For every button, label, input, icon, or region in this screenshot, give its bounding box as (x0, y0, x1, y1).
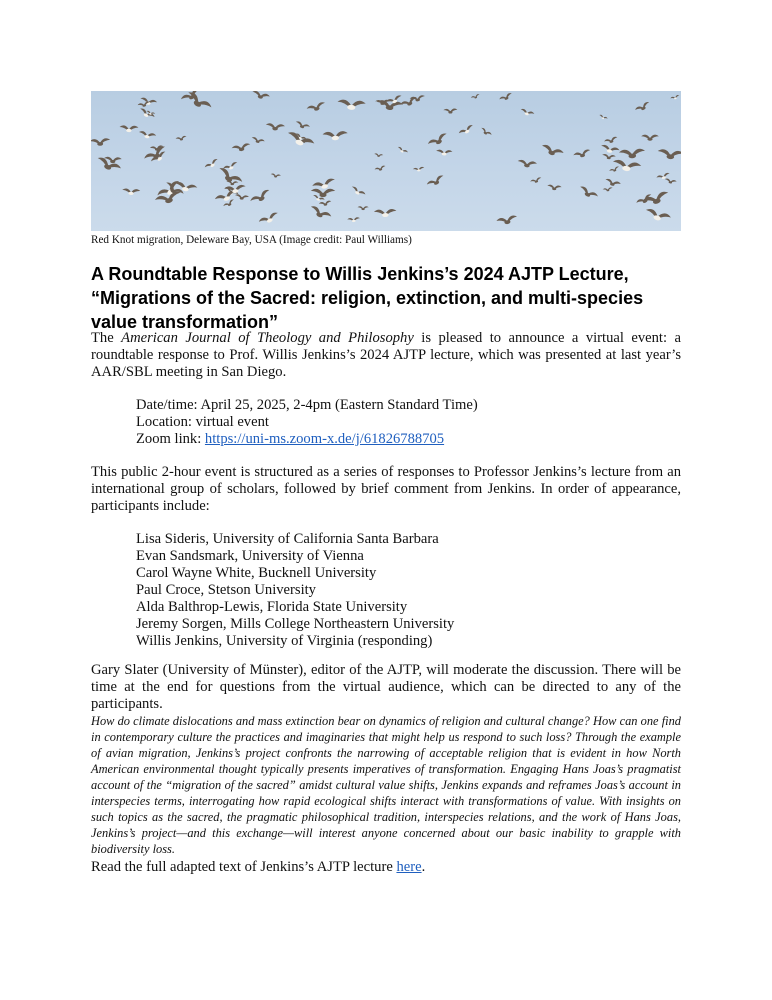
bird-shape (119, 125, 138, 132)
bird-shape (308, 205, 332, 222)
bird-shape (642, 190, 671, 208)
bird-shape (471, 94, 481, 100)
zoom-link[interactable]: https://uni-ms.zoom-x.de/j/61826788705 (204, 431, 445, 447)
bird-shape (295, 121, 311, 131)
bird-shape (306, 101, 326, 113)
bird-shape (619, 148, 646, 159)
bird-shape (400, 96, 419, 109)
bird-shape (670, 94, 680, 100)
photo-caption: Red Knot migration, Deleware Bay, USA (Image credit: Paul Williams) (91, 234, 412, 246)
lecture-link[interactable]: here (396, 859, 422, 875)
bird-shape (285, 130, 315, 150)
event-zoom-row (136, 431, 656, 448)
bird-shape (226, 181, 238, 186)
structure-paragraph: This public 2-hour event is structured as a series of responses to Professor Jenkins’s lecture from an international group of scholars, followed by brief comment from Jenkins. In order of appearance, participants include: (91, 464, 681, 514)
bird-shape (641, 135, 659, 141)
abstract-paragraph: How do climate dislocations and mass extinction bear on dynamics of religion and cultural change? How can one find in contemporary culture the practices and imaginaries that might help us respond to such loss? Through the example of avian migration, Jenkins’s project confronts the narrowing of acceptable religion that is evident in how North American environmental thought typically presents imperatives of transformation. Engaging Hans Joas’s pragmatist account of the “migration of the sacred” amidst cultural value shifts, Jenkins expands and reframes Joas’s account in interspecies terms, interrogating how rapid ecological shifts interact with transformations of value. With insights on such topics as the sacred, the pragmatic philosophical tradition, interspecies relations, and the work of Hans Joas, Jenkins’s project—and this exchange—will interest anyone concerned about our basic inability to grapple with biodiversity loss. (91, 714, 681, 856)
bird-shape (337, 99, 366, 111)
bird-shape (480, 127, 493, 137)
bird-shape (578, 185, 599, 201)
bird-shape (122, 188, 140, 195)
moderator-paragraph: Gary Slater (University of Münster), editor of the AJTP, will moderate the discussion. There will be time at the end for questions from the virtual audience, which can be directed to any of the participants. (91, 662, 681, 712)
bird-shape (358, 206, 369, 210)
bird-shape (138, 107, 155, 120)
bird-shape (496, 215, 518, 226)
bird-shape (530, 177, 542, 185)
closing-before: Read the full adapted text of Jenkins’s AJTP lecture (91, 859, 397, 875)
bird-shape (270, 173, 281, 178)
bird-shape (436, 149, 453, 155)
bird-shape (397, 146, 409, 155)
bird-shape (547, 184, 562, 190)
bird-shape (350, 185, 366, 198)
event-location: Location: virtual event (136, 414, 269, 430)
bird-shape (374, 153, 383, 157)
bird-shape (184, 91, 212, 113)
event-datetime: Date/time: April 25, 2025, 2-4pm (Eastern Standard Time) (136, 397, 478, 413)
participants-list (136, 531, 656, 650)
bird-migration-photo (91, 91, 681, 231)
intro-paragraph (91, 330, 681, 381)
bird-shape (319, 200, 332, 207)
bird-shape (175, 135, 187, 141)
bird-shape (609, 166, 620, 174)
bird-shape (612, 159, 642, 173)
list-item: Paul Croce, Stetson University (136, 582, 316, 598)
bird-shape (443, 108, 457, 113)
bird-shape (426, 174, 446, 188)
bird-shape (600, 144, 620, 155)
event-details (136, 397, 656, 448)
zoom-label: Zoom link: (136, 431, 205, 447)
bird-shape (235, 194, 250, 201)
list-item: Willis Jenkins, University of Virginia (responding) (136, 633, 433, 649)
bird-shape (91, 138, 111, 146)
bird-shape (604, 178, 621, 188)
bird-shape (224, 184, 246, 194)
bird-shape (603, 187, 613, 192)
bird-shape (374, 165, 386, 172)
intro-before: The (91, 330, 122, 346)
bird-shape (602, 154, 616, 160)
bird-shape (520, 108, 535, 117)
bird-shape (540, 144, 564, 159)
bird-shape (427, 132, 449, 149)
page-title: A Roundtable Response to Willis Jenkins’s 2024 AJTP Lecture, “Migrations of the Sacred: religion, extinction, and multi-species value transformation” (91, 264, 644, 332)
bird-shape (138, 130, 157, 140)
bird-shape (644, 208, 672, 224)
bird-shape (458, 124, 475, 137)
list-item: Carol Wayne White, Bucknell University (136, 565, 377, 581)
bird-shape (204, 158, 220, 171)
list-item: Alda Balthrop-Lewis, Florida State University (136, 599, 408, 615)
closing-paragraph (91, 859, 681, 876)
bird-shape (664, 178, 677, 185)
bird-shape (517, 159, 537, 168)
bird-shape (265, 123, 285, 131)
bird-shape (604, 136, 619, 145)
bird-shape (657, 149, 681, 161)
list-item: Jeremy Sorgen, Mills College Northeastern University (136, 616, 455, 632)
list-item: Evan Sandsmark, University of Vienna (136, 548, 364, 564)
bird-shape (573, 149, 592, 160)
bird-shape (249, 188, 272, 206)
bird-shape (251, 136, 265, 144)
bird-shape (231, 143, 251, 153)
bird-shape (374, 209, 397, 218)
birds-illustration (91, 91, 681, 231)
bird-shape (258, 211, 280, 226)
bird-shape (251, 91, 270, 101)
bird-shape (598, 114, 607, 120)
journal-name: American Journal of Theology and Philosophy (121, 330, 414, 346)
bird-shape (322, 131, 348, 141)
closing-after: . (421, 859, 426, 875)
bird-shape (499, 92, 514, 102)
bird-shape (216, 166, 244, 188)
bird-shape (634, 101, 651, 114)
list-item: Lisa Sideris, University of California Santa Barbara (136, 531, 439, 547)
bird-shape (413, 167, 425, 173)
bird-shape (347, 217, 360, 223)
intro-after: is pleased to announce a virtual event: a roundtable response to Prof. Willis Jenkins’s 2024 AJTP lecture, which was presented at last year’s AAR/SBL meeting in San Diego. (91, 330, 681, 380)
